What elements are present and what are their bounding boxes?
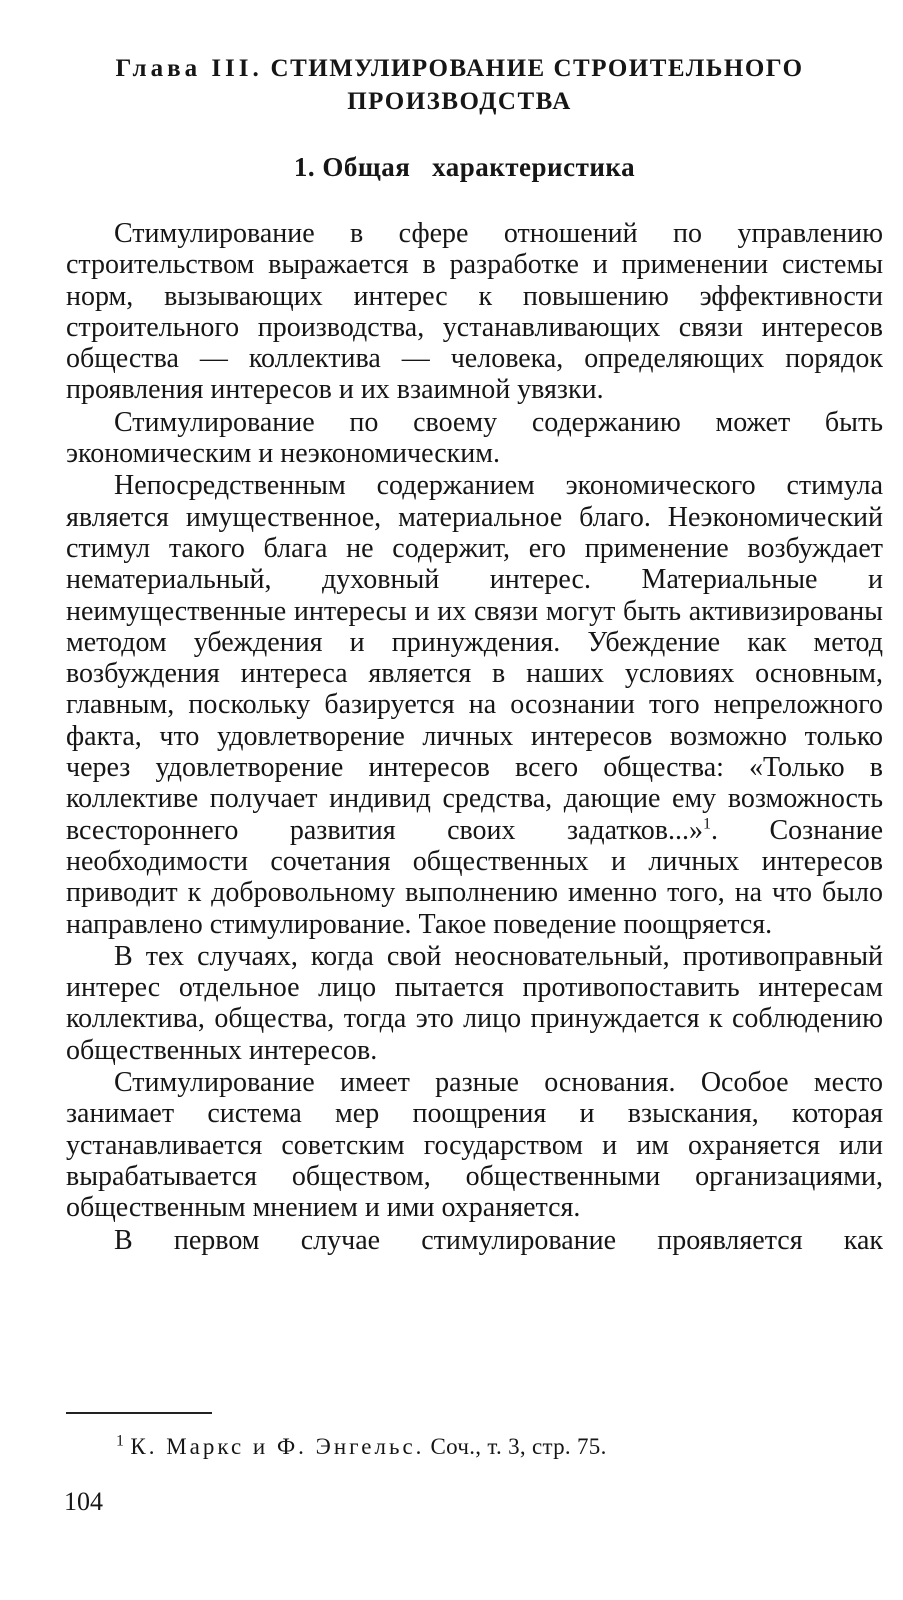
chapter-title-line-1: СТИМУЛИРОВАНИЕ СТРОИТЕЛЬНОГО [270, 55, 804, 82]
body-text [66, 218, 883, 1257]
chapter-label: Глава III. [115, 55, 263, 82]
section-title: 1. Общая характеристика [293, 152, 636, 182]
paragraph-4-text: Сознание необходимости сочетания общественных и личных интересов приводит к добровольному выполнению именно того, на что было направлено стимулирование. Такое поведение поощряется. [66, 814, 884, 940]
footnote-authors: К. Маркс и Ф. Энгельс. [130, 1434, 425, 1459]
footnote-number: 1 [116, 1432, 125, 1450]
footnote [116, 1434, 607, 1460]
paragraph-7: В первом случае стимулирование проявляется как [114, 1224, 883, 1256]
paragraph-1: Стимулирование в сфере отношений по управлению строительством выражается в разработке и применении системы норм, вызывающих интерес к повышению эффективности строительного производства, устанавливающих связи интересов общества — коллектива — человека, определяющих порядок проявления интересов и их взаимной увязки. [66, 218, 883, 406]
footnote-citation: Соч., т. 3, стр. 75. [430, 1434, 607, 1459]
page-number: 104 [64, 1487, 103, 1516]
paragraph-5: В тех случаях, когда свой неосновательный, противоправный интерес отдельное лицо пытается противопоставить интересам коллектива, общества, тогда это лицо принуждается к соблюдению общественных интересов. [66, 940, 883, 1066]
paragraph-3-text: Непосредственным содержанием экономического стимула является имущественное, материальное благо. Неэкономический стимул такого блага не содержит, его применение возбуждает нематериальный, духовный интерес. Материальные и неимущественные интересы и их связи могут быть активизированы методом убеждения и принуждения. Убеждение как метод возбуждения интереса является в наших условиях основным, главным, поскольку базируется на осознании того непреложного факта, что удовлетворение личных интересов возможно только через удовлетворение интересов всего общества: «Только в коллективе получает индивид средства, дающие ему возможность всестороннего развития своих задатков...» [66, 470, 883, 846]
footnote-divider [66, 1412, 212, 1414]
paragraph-3: Непосредственным содержанием экономического стимула является имущественное, материальное благо. Неэкономический стимул такого блага не содержит, его применение возбуждает нематериальный, духовный интерес. Материальные и неимущественные интересы и их связи могут быть активизированы методом убеждения и принуждения. Убеждение как метод возбуждения интереса является в наших условиях основным, главным, поскольку базируется на осознании того непреложного факта, что удовлетворение личных интересов возможно только через удовлетворение интересов всего общества: «Только в коллективе получает индивид средства, дающие ему возможность всестороннего развития своих задатков...»$^1$. Сознание необходимости сочетания общественных и личных интересов приводит к добровольному выполнению именно того, на что было направлено стимулирование. Такое поведение поощряется. [66, 470, 884, 940]
chapter-title-line-2: ПРОИЗВОДСТВА [347, 88, 572, 115]
footnote-reference: 1 [703, 815, 712, 833]
chapter-heading [0, 52, 903, 118]
paragraph-2: Стимулирование по своему содержанию может быть экономическим и неэкономическим. [66, 406, 883, 470]
chapter-heading-line-1 [16, 52, 903, 85]
paragraph-6: Стимулирование имеет разные основания. Особое место занимает система мер поощрения и взыскания, которая устанавливается советским государством и им охраняется или вырабатывается обществом, общественными организациями, общественным мнением и ими охраняется. [66, 1067, 883, 1224]
